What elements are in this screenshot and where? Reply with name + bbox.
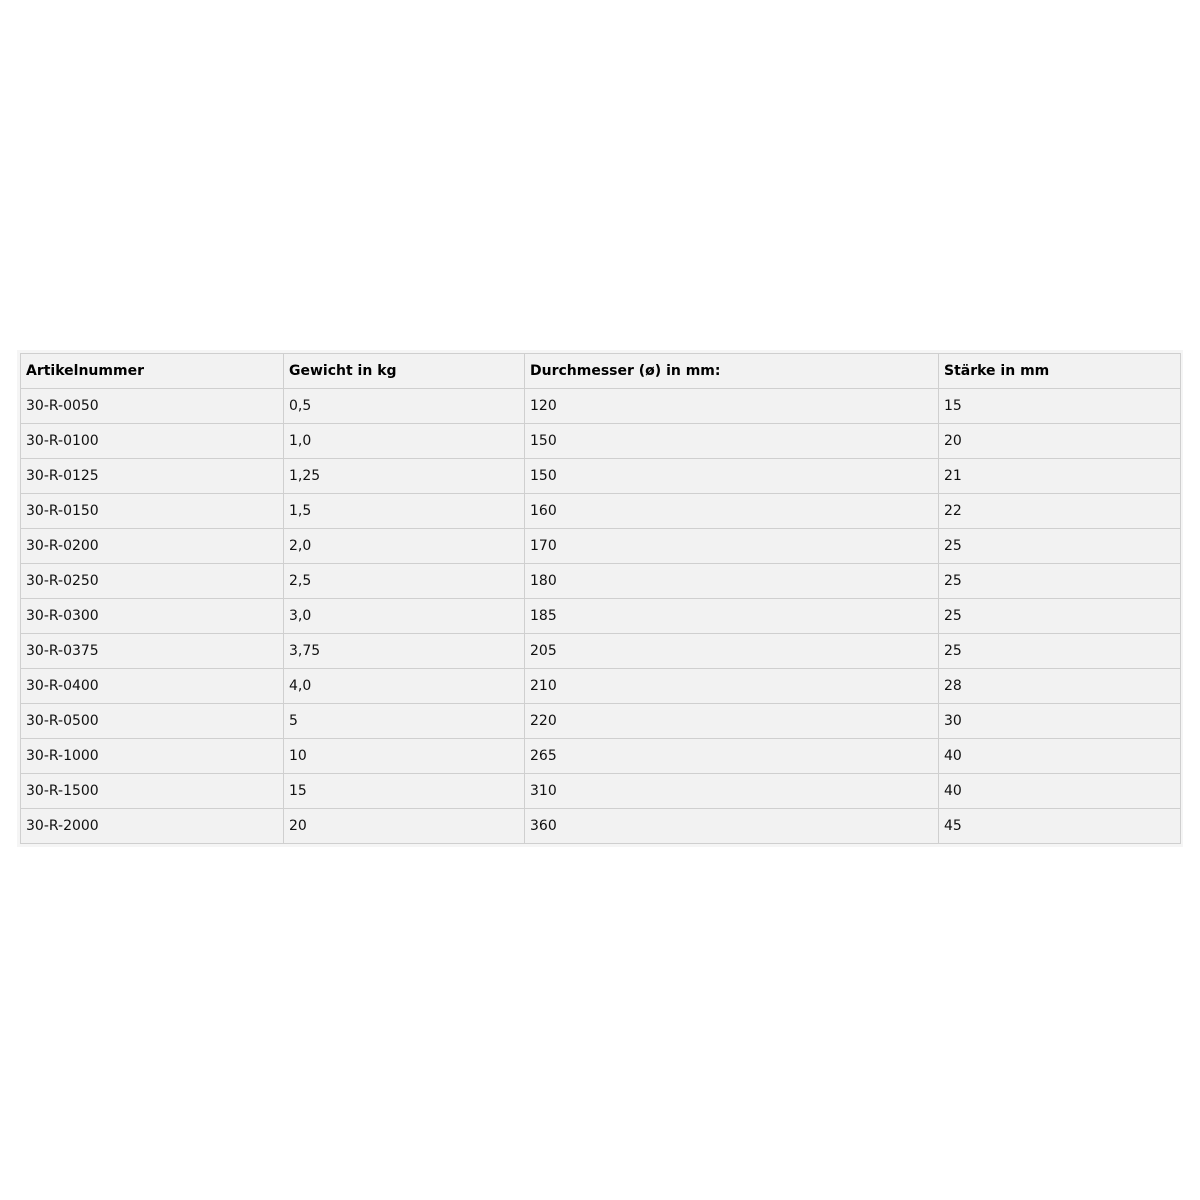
column-header-gewicht: Gewicht in kg xyxy=(284,354,525,389)
table-row xyxy=(21,564,1181,599)
cell-gewicht: 3,75 xyxy=(284,634,525,669)
table-row xyxy=(21,599,1181,634)
cell-artikelnummer: 30-R-0400 xyxy=(21,669,284,704)
cell-artikelnummer: 30-R-1000 xyxy=(21,739,284,774)
cell-staerke: 25 xyxy=(939,634,1181,669)
cell-artikelnummer: 30-R-0100 xyxy=(21,424,284,459)
cell-durchmesser: 310 xyxy=(525,774,939,809)
cell-durchmesser: 210 xyxy=(525,669,939,704)
cell-staerke: 28 xyxy=(939,669,1181,704)
cell-artikelnummer: 30-R-1500 xyxy=(21,774,284,809)
cell-artikelnummer: 30-R-0125 xyxy=(21,459,284,494)
cell-artikelnummer: 30-R-0050 xyxy=(21,389,284,424)
cell-artikelnummer: 30-R-0500 xyxy=(21,704,284,739)
cell-gewicht: 15 xyxy=(284,774,525,809)
cell-artikelnummer: 30-R-0375 xyxy=(21,634,284,669)
cell-artikelnummer: 30-R-0300 xyxy=(21,599,284,634)
cell-staerke: 15 xyxy=(939,389,1181,424)
cell-staerke: 25 xyxy=(939,599,1181,634)
cell-gewicht: 1,0 xyxy=(284,424,525,459)
table-row xyxy=(21,704,1181,739)
cell-gewicht: 0,5 xyxy=(284,389,525,424)
cell-staerke: 45 xyxy=(939,809,1181,844)
table-row xyxy=(21,634,1181,669)
cell-gewicht: 20 xyxy=(284,809,525,844)
cell-gewicht: 1,25 xyxy=(284,459,525,494)
product-spec-table xyxy=(20,353,1181,844)
table-row xyxy=(21,529,1181,564)
cell-gewicht: 2,0 xyxy=(284,529,525,564)
cell-staerke: 25 xyxy=(939,529,1181,564)
cell-staerke: 40 xyxy=(939,739,1181,774)
table-row xyxy=(21,809,1181,844)
column-header-artikelnummer: Artikelnummer xyxy=(21,354,284,389)
cell-durchmesser: 205 xyxy=(525,634,939,669)
table-row xyxy=(21,459,1181,494)
cell-durchmesser: 185 xyxy=(525,599,939,634)
column-header-staerke: Stärke in mm xyxy=(939,354,1181,389)
table-header-row xyxy=(21,354,1181,389)
table-row xyxy=(21,424,1181,459)
cell-staerke: 25 xyxy=(939,564,1181,599)
table-row xyxy=(21,669,1181,704)
column-header-durchmesser: Durchmesser (ø) in mm: xyxy=(525,354,939,389)
table-row xyxy=(21,774,1181,809)
cell-durchmesser: 220 xyxy=(525,704,939,739)
table-row xyxy=(21,494,1181,529)
cell-durchmesser: 150 xyxy=(525,424,939,459)
cell-gewicht: 4,0 xyxy=(284,669,525,704)
cell-staerke: 22 xyxy=(939,494,1181,529)
cell-durchmesser: 160 xyxy=(525,494,939,529)
cell-durchmesser: 180 xyxy=(525,564,939,599)
cell-staerke: 21 xyxy=(939,459,1181,494)
table-row xyxy=(21,739,1181,774)
cell-artikelnummer: 30-R-0200 xyxy=(21,529,284,564)
cell-gewicht: 2,5 xyxy=(284,564,525,599)
cell-gewicht: 1,5 xyxy=(284,494,525,529)
cell-staerke: 30 xyxy=(939,704,1181,739)
cell-durchmesser: 265 xyxy=(525,739,939,774)
cell-gewicht: 10 xyxy=(284,739,525,774)
cell-artikelnummer: 30-R-2000 xyxy=(21,809,284,844)
table-row xyxy=(21,389,1181,424)
cell-staerke: 40 xyxy=(939,774,1181,809)
cell-artikelnummer: 30-R-0250 xyxy=(21,564,284,599)
cell-durchmesser: 120 xyxy=(525,389,939,424)
cell-durchmesser: 170 xyxy=(525,529,939,564)
spec-table-container xyxy=(17,350,1183,847)
cell-durchmesser: 150 xyxy=(525,459,939,494)
cell-gewicht: 5 xyxy=(284,704,525,739)
cell-gewicht: 3,0 xyxy=(284,599,525,634)
cell-durchmesser: 360 xyxy=(525,809,939,844)
cell-staerke: 20 xyxy=(939,424,1181,459)
cell-artikelnummer: 30-R-0150 xyxy=(21,494,284,529)
